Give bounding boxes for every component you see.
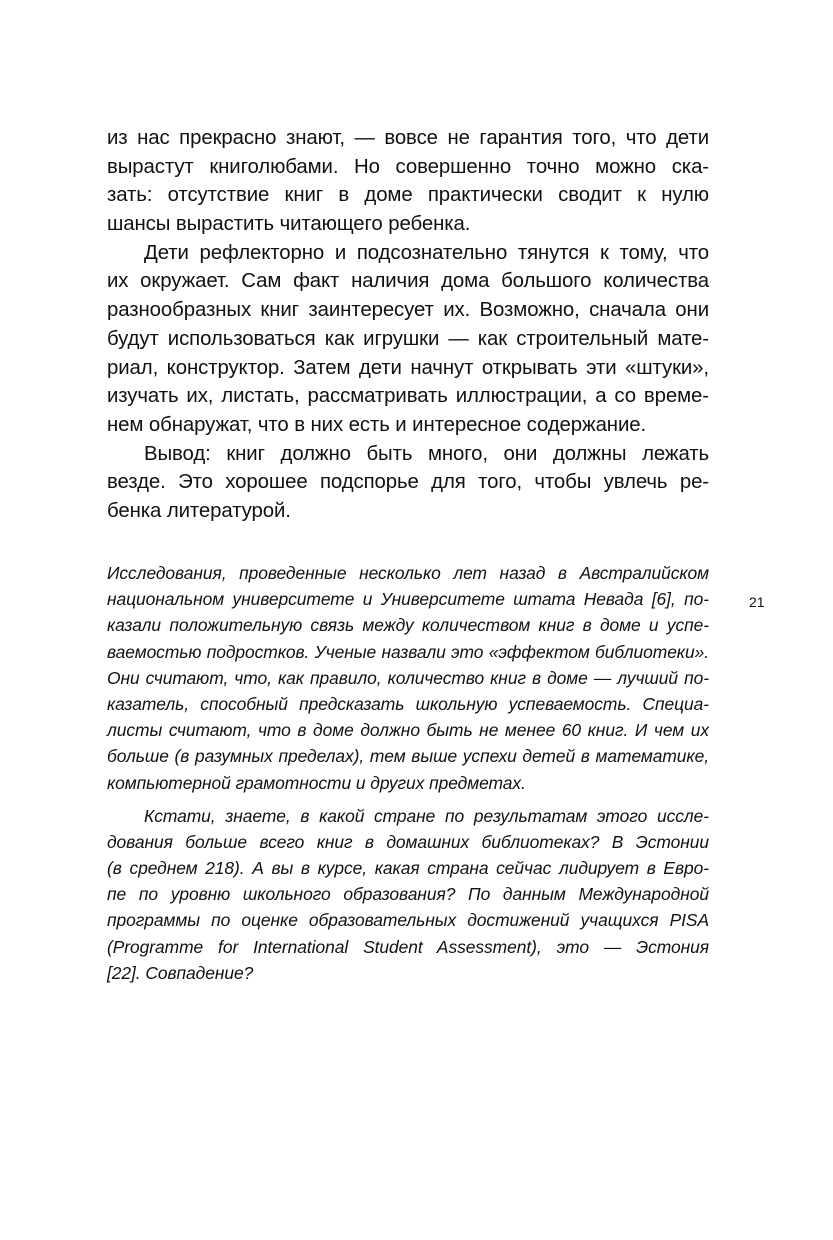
text-line: бенка литературой.: [107, 499, 291, 522]
note-line: Исследования, проведенные несколько лет назад в Австралийском: [107, 563, 709, 583]
text-line: будут использоваться как игрушки — как строительный мате-: [107, 327, 709, 350]
note-paragraph: [107, 803, 709, 986]
main-text: [107, 124, 709, 526]
note-paragraph: [107, 560, 709, 796]
text-line: вырастут книголюбами. Но совершенно точно можно ска-: [107, 155, 709, 178]
paragraph: [107, 124, 709, 239]
text-line: их окружает. Сам факт наличия дома большого количества: [107, 270, 709, 293]
note-line: Кстати, знаете, в какой стране по результатам этого иссле-: [144, 805, 709, 826]
text-line: зать: отсутствие книг в доме практически сводит к нулю: [107, 184, 709, 207]
note-line: Они считают, что, как правило, количество книг в доме — лучший по-: [107, 667, 709, 688]
note-line: больше (в разумных пределах), тем выше успехи детей в математике,: [107, 746, 709, 767]
note-line: (в среднем 218). А вы в курсе, какая страна сейчас лидирует в Евро-: [107, 858, 709, 879]
page-number: 21: [749, 594, 765, 610]
paragraph: [107, 440, 709, 526]
italic-note: [107, 560, 709, 986]
text-line: риал, конструктор. Затем дети начнут открывать эти «штуки»,: [107, 356, 709, 379]
text-line: из нас прекрасно знают, — вовсе не гарантия того, что дети: [107, 127, 709, 149]
note-line: национальном университете и Университете штата Невада [6], по-: [107, 589, 709, 610]
paragraph-gap: [107, 796, 709, 803]
note-line: (Programme for International Student Assessment), это — Эстония: [107, 936, 709, 957]
text-line: Дети рефлекторно и подсознательно тянутся к тому, что: [144, 241, 709, 264]
text-line: изучать их, листать, рассматривать иллюстрации, а со време-: [107, 385, 709, 408]
note-line: листы считают, что в доме должно быть не менее 60 книг. И чем их: [107, 720, 709, 741]
text-line: разнообразных книг заинтересует их. Возможно, сначала они: [107, 299, 709, 322]
note-line: дования больше всего книг в домашних библиотеках? В Эстонии: [107, 831, 709, 852]
note-line: компьютерной грамотности и других предметах.: [107, 772, 526, 793]
note-line: пе по уровню школьного образования? По данным Международной: [107, 884, 709, 905]
note-line: казатель, способный предсказать школьную успеваемость. Специа-: [107, 693, 709, 714]
text-line: Вывод: книг должно быть много, они должны лежать: [144, 442, 709, 465]
note-line: [22]. Совпадение?: [107, 962, 254, 983]
text-line: шансы вырастить читающего ребенка.: [107, 213, 471, 236]
text-line: везде. Это хорошее подспорье для того, чтобы увлечь ре-: [107, 471, 709, 494]
text-line: нем обнаружат, что в них есть и интересное содержание.: [107, 413, 647, 436]
note-line: программы по оценке образовательных достижений учащихся PISA: [107, 910, 709, 931]
note-line: казали положительную связь между количеством книг в доме и успе-: [107, 615, 709, 636]
note-line: ваемостью подростков. Ученые назвали это «эффектом библиотеки».: [107, 641, 709, 662]
paragraph: [107, 239, 709, 440]
